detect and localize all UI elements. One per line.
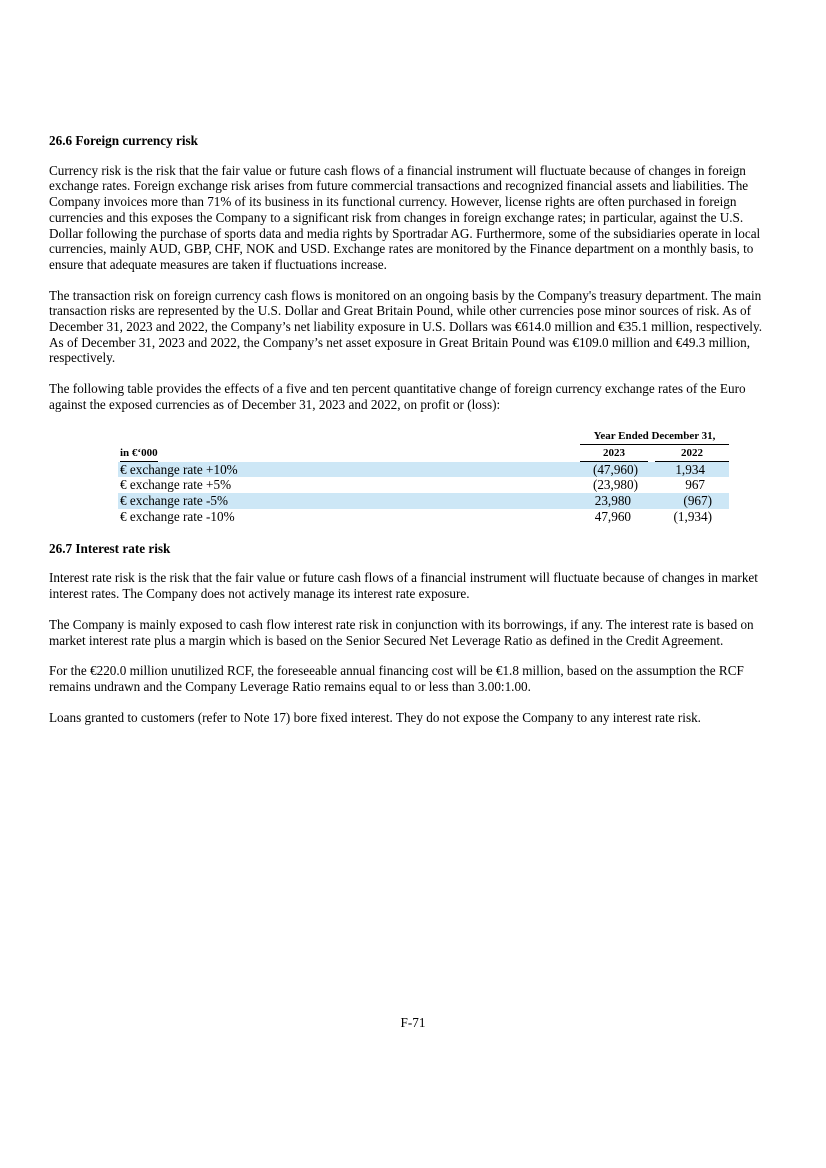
table-group-header: Year Ended December 31, (580, 430, 729, 445)
section-267-paragraph-4: Loans granted to customers (refer to Note 17) bore fixed interest. They do not expose the Company to any interest rate risk. (49, 709, 701, 725)
row-value-2022: 1,934 (675, 461, 705, 477)
section-267-heading: 26.7 Interest rate risk (49, 540, 171, 556)
section-266-paragraph-1: Currency risk is the risk that the fair value or future cash flows of a financial instrument will fluctuate because of changes in foreign exchange rates. Foreign exchange risk arises from future commercial transactions and recognized financial assets and liabilities. The Company invoices more than 71% of its business in its functional currency. However, license rights are often purchased in foreign currencies and this exposes the Company to a significant risk from changes in foreign exchange rates; in particular, against the U.S. Dollar following the purchase of sports data and media rights by Sportradar AG. Furthermore, some of the subsidiaries operate in local currencies, mainly AUD, GBP, CHF, NOK and USD. Exchange rates are monitored by the Finance department on a monthly basis, to ensure that adequate measures are taken if fluctuations increase. (49, 162, 761, 272)
table-group-header-row (118, 430, 729, 445)
section-267-paragraph-3: For the €220.0 million unutilized RCF, the foreseeable annual financing cost will be €1.8 million, based on the assumption the RCF remains undrawn and the Company Leverage Ratio remains equal to or less than 3.00:1.00. (49, 663, 744, 694)
row-value-2023: (47,960) (592, 461, 638, 477)
table-unit-label: in €‘000 (120, 446, 158, 462)
row-value-2023: (23,980) (592, 477, 638, 493)
row-value-2023: 23,980 (594, 493, 631, 509)
table-col-header-2022: 2022 (655, 446, 729, 462)
section-266-heading: 26.6 Foreign currency risk (49, 133, 198, 148)
table-column-header-row (118, 445, 729, 462)
section-267-paragraph-1: Interest rate risk is the risk that the fair value or future cash flows of a financial instrument will fluctuate because of changes in market interest rates. The Company does not actively manage its interest rate exposure. (49, 570, 758, 602)
section-266-paragraph-2: The transaction risk on foreign currency cash flows is monitored on an ongoing basis by the Company's treasury department. The main transaction risks are represented by the U.S. Dollar and Great Britain Pound, while other currencies pose minor sources of risk. As of December 31, 2023 and 2022, the Company’s net liability exposure in U.S. Dollars was €614.0 million and €35.1 million, respectively. As of December 31, 2023 and 2022, the Company’s net asset exposure in Great Britain Pound was €109.0 million and €49.3 million, respectively. (49, 287, 762, 366)
row-label: € exchange rate +5% (120, 477, 232, 493)
section-267-paragraph-2: The Company is mainly exposed to cash flow interest rate risk in conjunction with its borrowings, if any. The interest rate is based on market interest rate plus a margin which is based on the Senior Secured Net Leverage Ratio as defined in the Credit Agreement. (49, 616, 754, 648)
table-unit-cell (118, 445, 580, 462)
table-col-header-2023: 2023 (580, 446, 648, 462)
row-label: € exchange rate -5% (120, 493, 229, 509)
row-value-2022: (1,934) (673, 508, 712, 524)
page-number: F-71 (400, 1015, 426, 1031)
row-value-2022: 967 (685, 477, 705, 493)
row-label: € exchange rate +10% (120, 461, 238, 477)
table-row (118, 477, 729, 493)
table-row (118, 493, 729, 509)
row-value-2023: 47,960 (594, 508, 631, 524)
row-value-2022: (967) (683, 493, 712, 509)
table-row (118, 462, 729, 478)
table-row (118, 509, 729, 525)
section-266-paragraph-3: The following table provides the effects of a five and ten percent quantitative change of foreign currency exchange rates of the Euro against the exposed currencies as of December 31, 2023 and 2022, on profit or (loss): (49, 381, 746, 412)
row-label: € exchange rate -10% (120, 508, 235, 524)
fx-sensitivity-table (118, 430, 729, 525)
